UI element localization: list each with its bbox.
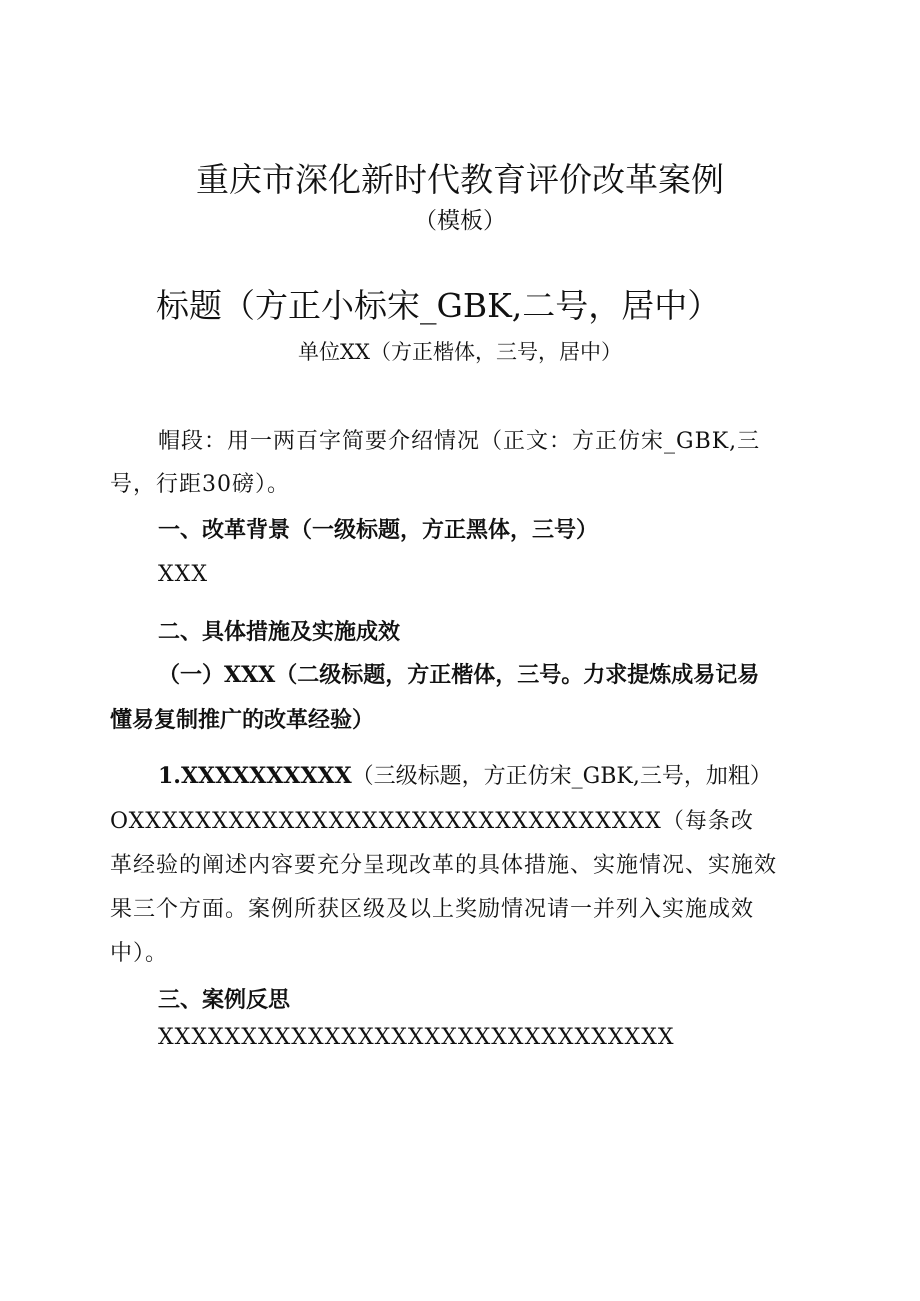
section-2-item-label: 1.XXXXXXXXXX xyxy=(158,763,352,789)
section-2-item-label-rest: （三级标题，方正仿宋_GBK,三号，加粗） xyxy=(351,764,772,789)
section-3-body: XXXXXXXXXXXXXXXXXXXXXXXXXXXXXXX xyxy=(158,1025,675,1050)
document-subtitle: （模板） xyxy=(414,208,506,234)
section-1-heading: 一、改革背景（一级标题，方正黑体，三号） xyxy=(158,517,599,543)
lead-paragraph-line-2: 号，行距30磅）。 xyxy=(110,472,290,497)
section-2-heading: 二、具体措施及实施成效 xyxy=(158,619,401,645)
lead-paragraph-line-1: 帽段：用一两百字简要介绍情况（正文：方正仿宋_GBK,三 xyxy=(158,429,761,454)
section-1-body: XXX xyxy=(158,562,208,587)
case-title: 标题（方正小标宋_GBK,二号，居中） xyxy=(156,286,721,325)
section-2-item-line-3: 革经验的阐述内容要充分呈现改革的具体措施、实施情况、实施效 xyxy=(110,853,778,878)
section-2-subheading-line-1: （一）XXX（二级标题，方正楷体，三号。力求提炼成易记易 xyxy=(158,662,760,688)
section-2-item-heading xyxy=(158,759,772,790)
section-2-item-line-4: 果三个方面。案例所获区级及以上奖励情况请一并列入实施成效 xyxy=(110,897,755,922)
document-title: 重庆市深化新时代教育评价改革案例 xyxy=(196,160,724,199)
section-2-item-line-5: 中）。 xyxy=(110,941,169,966)
section-2-subheading-line-2: 懂易复制推广的改革经验） xyxy=(110,707,375,733)
section-2-item-line-2: OXXXXXXXXXXXXXXXXXXXXXXXXXXXXXXXX（每条改 xyxy=(110,809,754,834)
unit-line: 单位XX（方正楷体，三号，居中） xyxy=(298,340,622,364)
section-3-heading: 三、案例反思 xyxy=(158,987,291,1013)
